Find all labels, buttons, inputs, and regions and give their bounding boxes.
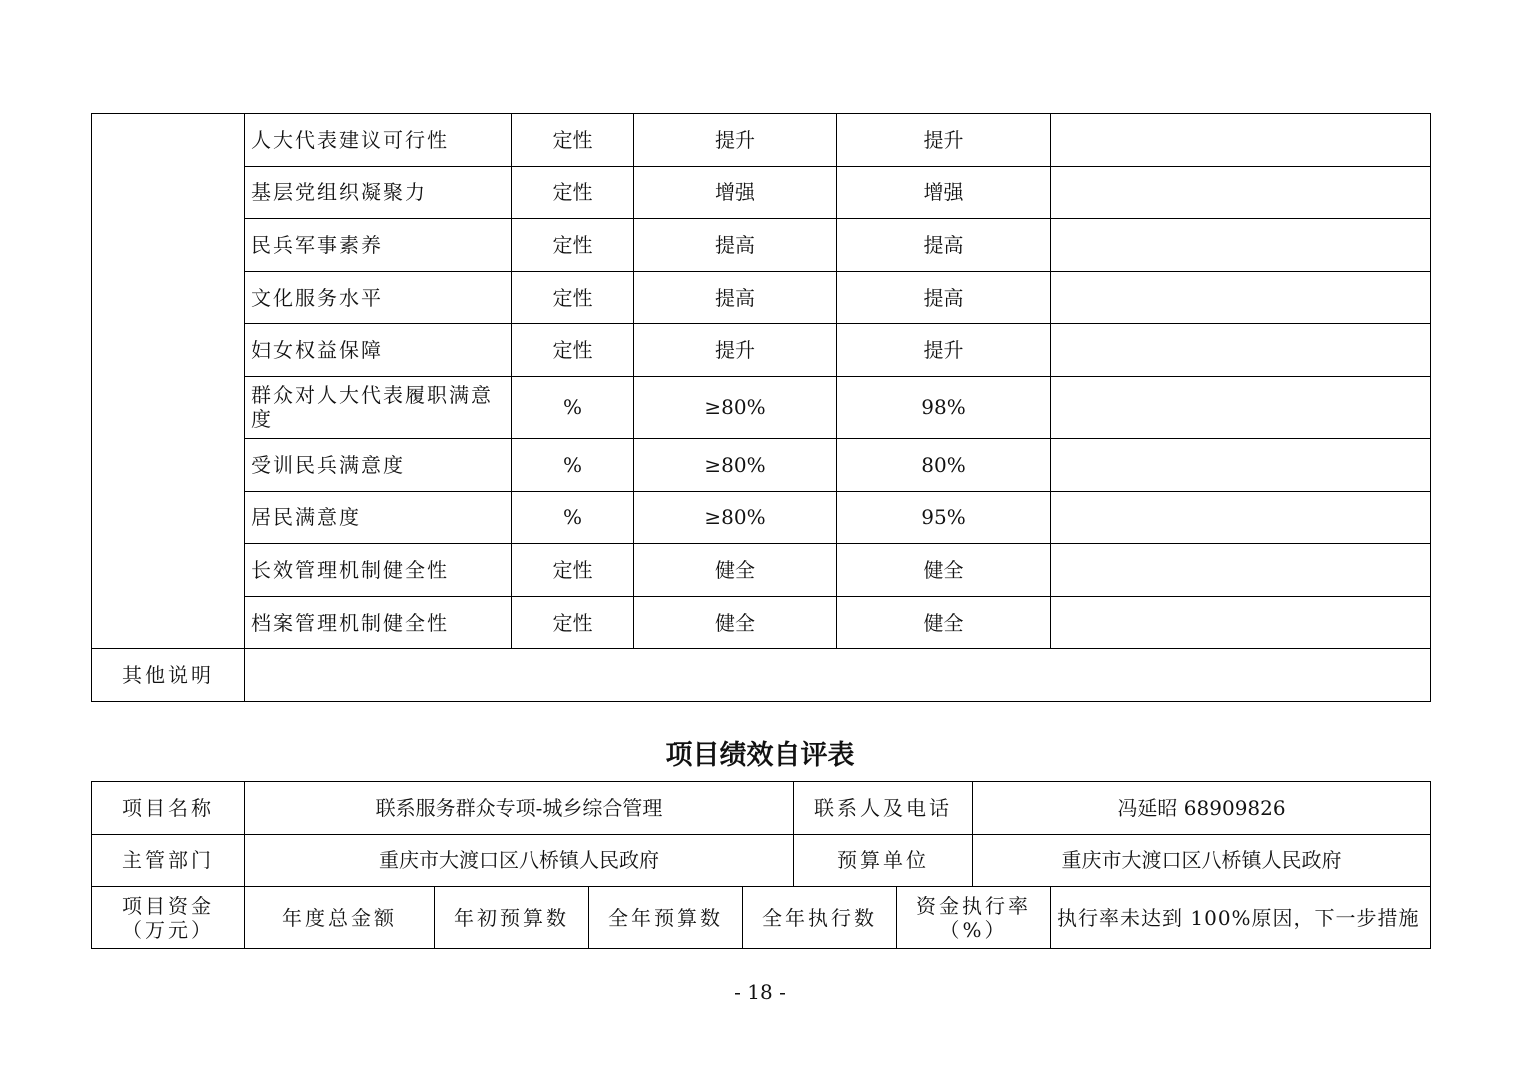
eval-row-project — [92, 782, 1431, 835]
page-number: - 18 - — [734, 980, 786, 1004]
indicator-unit: 定性 — [512, 166, 634, 219]
contact-value: 冯延昭 68909826 — [973, 782, 1431, 835]
funds-label-line1: 项目资金 — [122, 893, 214, 918]
indicator-note — [1051, 114, 1431, 167]
col-rate — [897, 887, 1051, 949]
indicator-unit: 定性 — [512, 271, 634, 324]
indicator-row — [92, 271, 1431, 324]
indicator-name: 档案管理机制健全性 — [245, 596, 512, 649]
indicator-note — [1051, 596, 1431, 649]
indicator-unit: 定性 — [512, 219, 634, 272]
eval-row-dept — [92, 834, 1431, 887]
other-notes-value — [245, 649, 1431, 702]
indicator-row — [92, 376, 1431, 438]
budget-unit-value: 重庆市大渡口区八桥镇人民政府 — [973, 834, 1431, 887]
indicator-row — [92, 438, 1431, 491]
indicator-unit: 定性 — [512, 114, 634, 167]
funds-label-line2: （万元） — [122, 917, 214, 942]
indicator-actual: 健全 — [837, 596, 1051, 649]
indicator-row — [92, 166, 1431, 219]
eval-row-funds-header — [92, 887, 1431, 949]
indicator-target: 提升 — [634, 324, 837, 377]
project-name-value: 联系服务群众专项-城乡综合管理 — [245, 782, 794, 835]
indicator-actual: 提升 — [837, 324, 1051, 377]
col-total: 年度总金额 — [245, 887, 435, 949]
indicator-row — [92, 114, 1431, 167]
indicator-target: 健全 — [634, 596, 837, 649]
indicator-unit: % — [512, 491, 634, 544]
indicator-unit: 定性 — [512, 324, 634, 377]
dept-label: 主管部门 — [92, 834, 245, 887]
indicator-actual: 提升 — [837, 114, 1051, 167]
indicator-row — [92, 596, 1431, 649]
indicator-actual: 提高 — [837, 219, 1051, 272]
eval-table — [91, 781, 1431, 949]
indicator-actual: 80% — [837, 438, 1051, 491]
other-notes-label: 其他说明 — [92, 649, 245, 702]
indicator-target: 提升 — [634, 114, 837, 167]
indicator-target: 提高 — [634, 271, 837, 324]
indicator-row — [92, 544, 1431, 597]
indicator-name: 居民满意度 — [245, 491, 512, 544]
indicator-actual: 健全 — [837, 544, 1051, 597]
indicator-row — [92, 491, 1431, 544]
col-rate-line2: （%） — [939, 917, 1008, 942]
indicator-row — [92, 219, 1431, 272]
col-rate-line1: 资金执行率 — [916, 893, 1032, 918]
indicator-row — [92, 324, 1431, 377]
eval-table-title: 项目绩效自评表 — [665, 740, 855, 771]
project-name-label: 项目名称 — [92, 782, 245, 835]
indicator-note — [1051, 376, 1431, 438]
indicator-note — [1051, 438, 1431, 491]
dept-value: 重庆市大渡口区八桥镇人民政府 — [245, 834, 794, 887]
indicator-target: 增强 — [634, 166, 837, 219]
col-reason: 执行率未达到 100%原因，下一步措施 — [1051, 887, 1431, 949]
indicator-unit: 定性 — [512, 544, 634, 597]
indicator-unit: % — [512, 376, 634, 438]
indicator-target: ≥80% — [634, 491, 837, 544]
indicator-note — [1051, 324, 1431, 377]
indicator-actual: 95% — [837, 491, 1051, 544]
indicator-actual: 提高 — [837, 271, 1051, 324]
indicator-name: 长效管理机制健全性 — [245, 544, 512, 597]
contact-label: 联系人及电话 — [794, 782, 973, 835]
indicator-unit: % — [512, 438, 634, 491]
other-notes-row — [92, 649, 1431, 702]
indicator-target: 健全 — [634, 544, 837, 597]
indicator-name: 文化服务水平 — [245, 271, 512, 324]
indicator-name: 基层党组织凝聚力 — [245, 166, 512, 219]
col-initial: 年初预算数 — [435, 887, 589, 949]
indicator-category-cell — [92, 114, 245, 649]
budget-unit-label: 预算单位 — [794, 834, 973, 887]
indicator-note — [1051, 544, 1431, 597]
indicator-note — [1051, 271, 1431, 324]
col-full-budget: 全年预算数 — [589, 887, 743, 949]
indicator-note — [1051, 166, 1431, 219]
indicator-table — [91, 113, 1431, 702]
indicator-name: 群众对人大代表履职满意度 — [245, 376, 512, 438]
indicator-actual: 98% — [837, 376, 1051, 438]
col-full-exec: 全年执行数 — [743, 887, 897, 949]
indicator-name: 妇女权益保障 — [245, 324, 512, 377]
indicator-note — [1051, 219, 1431, 272]
funds-label — [92, 887, 245, 949]
indicator-target: ≥80% — [634, 438, 837, 491]
indicator-name: 受训民兵满意度 — [245, 438, 512, 491]
indicator-target: 提高 — [634, 219, 837, 272]
indicator-unit: 定性 — [512, 596, 634, 649]
indicator-name: 民兵军事素养 — [245, 219, 512, 272]
indicator-name: 人大代表建议可行性 — [245, 114, 512, 167]
indicator-actual: 增强 — [837, 166, 1051, 219]
indicator-note — [1051, 491, 1431, 544]
indicator-target: ≥80% — [634, 376, 837, 438]
